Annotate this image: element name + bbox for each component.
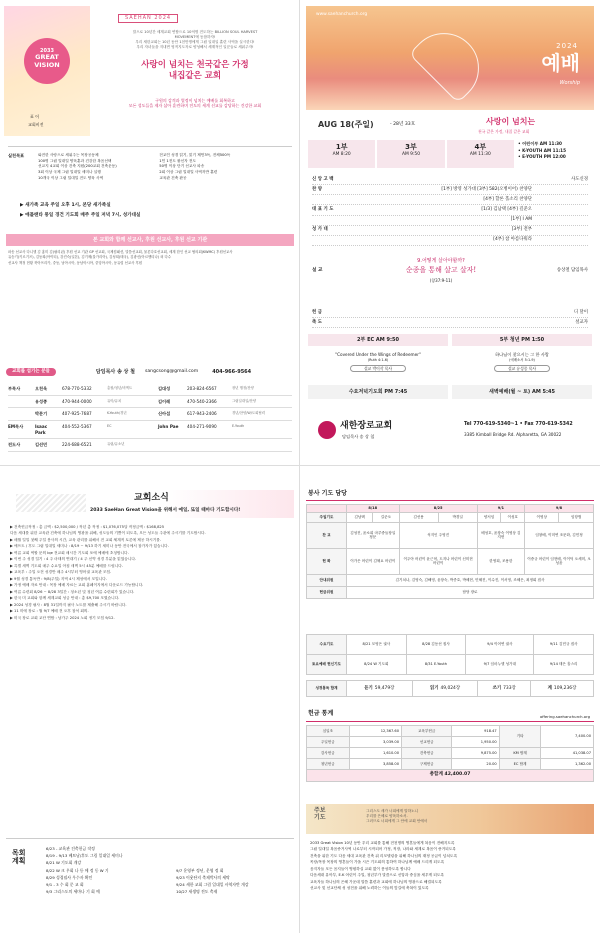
closing-row [312,308,588,318]
prayer-box-text: 그리스도 새가 너희에게 말하노니 우리를 은혜로 양육하소서. 그러므로 너희에게 그 안에 교회 안에서 [366,809,428,824]
schedule-item: 8/29 성경필사 우수자 확인 [46,874,93,880]
news-item: ▶ 11 미에 장로 : 월 9/7 예배 전 오후 참석 회의. [10,609,89,614]
staff-dept2: 그림일대일/찬양 [232,398,257,403]
news-item: ▶ 여름 교회 역할 문의 Iqe 전교회 매시간 기도회 포에 예배에 초청합니다. [10,550,129,555]
offering-amount: 3,858.00 [349,759,401,770]
duty-cell: 김선용 [399,512,438,522]
practice-goals [8,146,292,182]
duty-date: 8/25 [399,505,477,513]
sermon-label: 설 교 [312,268,323,273]
year: 2024 [556,42,578,50]
offering-table [306,725,594,782]
bible-cell [530,681,593,697]
duty-label: 현 화 [307,548,347,574]
duty-cell: 길준오 [373,512,399,522]
offering-type-2: 건축헌금 [402,748,452,759]
schedule-row [46,867,292,874]
bible-key: 듣기 [364,685,373,691]
news-title: 교회소식 [134,493,169,503]
schedule-item: 8/22 W 크 우회 나 등 에 정 동 W 기 [46,867,109,873]
staff-role [8,411,32,417]
prayer-item: 음지자들 모든 음지들이 영원하실 교회 없이 풍성하도록 합니다 [310,866,411,871]
bible-row [307,681,594,697]
duty-cell: 김성진, 윤소희 마루중들장일정문 [347,522,400,548]
service-box [447,140,514,168]
vision-label: 교회비전 [28,122,44,127]
news-item: ▶ 이번 주 성경 일기 : 4 주 마태의 연대기 / 4 주 신약 성경 부분을 읽었습니다. [10,557,137,562]
prayer-title: 봉사 기도 담당 [308,490,347,497]
service-name: 3부 [405,143,417,151]
staff-tel[interactable]: 470-944-0000 [62,398,92,404]
news-item: ▶ 매월 일일 첫째 주일 봉사의 시간, 교육 관리를 위해서 전 교회 체계적 토론에 제공 하시기를. [10,537,161,542]
vision-panel [0,0,300,466]
staff-name2: John Pae [158,424,179,430]
order-left [362,177,538,183]
sermon-ref: (창37:9-11) [429,278,453,283]
staff-header [6,366,294,378]
staff-tel2[interactable]: 470-540-2366 [187,398,217,404]
prayer-box-title: 주보 기도 [314,807,326,821]
sunset-banner [306,6,594,110]
schedule-row [46,874,292,881]
offering-rule [306,721,594,722]
schedule-item-2: 9/7 운영부 정년, 운영 정 회 [176,867,224,873]
staff-tel2[interactable]: 404-271-9090 [187,424,217,430]
service-box [377,140,444,168]
worship-title: 예배 [541,51,580,75]
offering-url[interactable]: offering.saehanchurch.org [539,714,590,719]
calligraphy-sub: 천국 같은 가정, 내집 같은 교회 [478,129,530,134]
vision-text: 구원의 감격과 열정이 넘치는 예배를 회복하고 모든 성도들을 제자 삼아 훈련하며 전도의 세계 선교를 감당하는 건강한 교회 [128,98,262,109]
news-item: ▶ 2024 성경 필사 : 8월 31일까지 필사 노트를 제출해 주시기 바랍니다. [10,602,127,607]
bible-cell [478,681,531,697]
practice-left: 와전한 사랑으로 세워주는 목장공동체 100명 그림 일대일 양육훈과 건강한 복음선택 선교지 4교회 이상 건축 지원(200교회 건축운동) 3회 이상 국제 그림 일대일 세미나 실행 10개국 이상 그림 일대일 전도 양육 사역 [38,153,117,180]
duty-cell: 이가은 어린이 김채요 어린이 [347,548,400,574]
mission-text: 파송 선교사 다니엘 김 홍미 김(필리핀) 후원 선교 기관 GP 선교회, 국제컴패션, 말씀선교회, 물론다호선교회, 세계 한인 선교 협의회(KWMC) 후원선교사 유승기(키르기즈), 김동희(아이티), 강진숙(일본), 김기제(불가리아), 김성희(태국), 김광신(아르헨티나) 외 다수 선교사 책정 현황 북아프리카, 중동, 남아시아, 동남아시아, 중앙아시아, 동유럽 선교사 후원 [8,250,233,265]
staff-row [8,396,292,409]
ec-value: 1,362.00 [541,759,594,770]
order-right [538,237,588,243]
duty-corner [307,505,347,513]
closing-row [312,318,588,328]
weekday-cell: 8/24 W 기도회 [347,655,407,675]
duty-cell: 양서임 [477,512,501,522]
weekday-label: 수요기도 [307,635,347,655]
offering-row [307,759,594,770]
bible-value: 59,479장 [374,685,395,691]
service-time: AM 8:20 [332,152,351,158]
offering-amount-2: 9,875.00 [452,748,499,759]
notice-new-family: ▶ 새가족 교육 주일 오후 1시, 본당 새가족실 [20,203,111,208]
duty-table [306,504,594,599]
schedule-item-2: 9/24 새한 교회 그림 일대일 사역자반 개강 [176,882,249,888]
schedule-title: 목회 계획 [12,849,26,866]
news-header [6,490,294,518]
schedule-row [46,845,292,852]
order-label: 대 표 기 도 [312,206,334,212]
staff-name2: 김대성 [158,386,171,391]
staff-name: 김선민 [35,442,48,448]
staff-row [8,439,292,452]
order-row [312,216,588,226]
ec-service: 2부 EC AM 9:50 [308,334,448,346]
duty-panel [300,466,600,933]
vision-logo-area [4,6,90,136]
staff-name: 박문기 [35,411,48,417]
bible-cell [412,681,478,697]
church-phone: Tel 770-619-5340~1 • Fax 770-619-5342 [464,422,573,427]
staff-name2 [158,442,184,448]
church-address: 3385 Kimball Bridge Rd. Alpharetta, GA 30022 [464,432,562,437]
notice-prayer: ▶ 애틀랜타 통일 경건 기도회 매주 주일 저녁 7시, 성가대실 [20,213,141,218]
offering-type: 청년헌금 [307,759,350,770]
motto-calligraphy: 사랑이 넘치는 천국같은 가정 내집같은 교회 [141,60,249,82]
news-item: ▶ 한국 미 교회와 함께 세계교회 성금 안내 : 총 $9,700 모였습니다. [10,596,120,601]
order-label [312,217,362,223]
church-pastor: 담임목사 송 상 철 [342,434,375,439]
schedule-item: 6/23 - 교육관 건축헌금 작정 [46,846,95,851]
service-time: AM 11:30 [469,152,491,158]
weekday-cell: 9/14 태은 홀스리 [534,655,594,675]
staff-role: 부목사 [8,386,21,391]
offering-etc: 7,400.00 [541,726,594,748]
staff-dept: EC [107,424,112,429]
order-row [312,236,588,246]
weekday-cell: 8/31 E-Youth [406,655,466,675]
site-url[interactable]: www.saehanchurch.org [316,12,368,17]
staff-dept: 유림/유소년 [107,442,125,447]
side-services: • 어린이부 AM 11:30 • K-YOUTH AM 11:15 • E-YOUTH PM 12:00 [518,141,566,159]
order-label: 찬 양 [312,186,323,192]
bible-value: 49,024장 [440,685,461,691]
schedule-item: 9/1 - 3 수 회 문 교 회 [46,882,84,888]
duty-label: 주일기도 [307,512,347,522]
duty-cell: 이중규 어린이 임현배, 이이덕 오세미, 오성윤 [525,548,594,574]
schedule-item: 8/21 W 기도회 개강 [46,860,82,866]
bible-table [306,680,594,697]
order-label [312,197,362,203]
bible-label: 성경통독 합계 [307,681,347,697]
staff-tel2[interactable]: 617-943-2406 [187,411,217,417]
news-item: ▶ 애프트 / 후도 그림 일대일 세미나 : 8/19 ~ 9/13 하기 세미나 동안 전국에서 참가자가 있습니다. [10,544,169,549]
offering-type: 감사헌금 [307,748,350,759]
offering-total-row [307,770,594,782]
order-label: 성 가 대 [312,227,328,233]
news-item: ▶ 건축헌금작정 : 총 금액 : $2,500,000 / 작년 총 작정 : $1,076,075달 작정금액 : $168,825 [10,525,165,529]
service-name: 4부 [474,143,487,151]
schedule-row [46,859,292,866]
order-left: [1부] I AM [510,217,532,223]
calligraphy-title: 사랑이 넘치는 [486,116,536,126]
heart-shape [409,19,494,104]
order-row [312,205,588,215]
church-logo-icon [318,421,336,439]
duty-cell: 이주아 어린이 윤근혁, 도지나 어린이 신미현 어린이 [399,548,477,574]
pastor-email[interactable]: sangcsong@gmail.com [144,368,199,374]
duty-label: 찬 교 [307,522,347,548]
worship-panel [300,0,600,466]
offering-etc-label: 기타 [499,726,541,748]
order-right: 사도신경 [571,176,588,182]
staff-dept2: 경년/찬양/W/도회협력 [232,411,265,416]
order-right [538,227,588,233]
practice-label: 실천목표 [8,153,25,158]
great-vision-logo: 2033 GREAT VISION [24,38,70,84]
schedule-box [6,838,294,928]
service-box [308,140,375,168]
staff-name: 유성종 [35,398,48,404]
bible-cell [347,681,413,697]
schedule-item: 8/19 - 9/13 베트남/후도 그림 일대일 세미나 [46,853,123,859]
order-left: [3부] 전부 [511,227,532,233]
order-row [312,175,588,185]
order-left: [4부] 참 아름다워라 [493,237,532,243]
duty-row [307,586,594,598]
order-left: [1부] 방영 성가대 [3부] 582(오병이어) 찬양단 [441,186,532,192]
offering-amount-2: 1,950.00 [452,737,499,748]
schedule-row [46,888,292,895]
bible-value: 109,236장 [553,685,577,691]
duty-row [307,522,594,548]
news-item: ▶ 여름 수련회 8/26 ~ 8/28 3일간 : 청소년 및 청년 여름 수련회가 있습니다. [10,589,135,594]
staff-role: EM목사 [8,424,24,430]
weekday-label: 토요예배 현신기도 [307,655,347,675]
staff-dept: 유아/유치 [107,398,122,403]
staff-title: 교회를 섬기는 분들 [6,368,56,376]
staff-tel[interactable]: 407-925-7687 [62,411,92,417]
duty-cell: 담당 장로 [347,586,594,598]
closing-right: 설교자 [575,319,588,325]
offering-amount-2: 918.47 [452,726,499,737]
schedule-row [46,852,292,859]
news-item: ▶ 미국 장로 교회 교단 연합 : 남가주 2024 노회 정기 모임 9/12. [10,615,115,620]
young-info: 하나님이 찾으시는 그 한 사람 (에배소서 5:1-9) 설교 유성종 목사 [495,352,549,372]
weekday-row [307,635,594,655]
duty-cell: 이성호 [501,512,525,522]
order-right [538,217,588,223]
prayer-item: 2033 Great Vision 10년 동안 우리 교회를 통해 전천명의 영혼들에게 복음이 전해지도록 [310,841,455,845]
offering-amount: 1,610.00 [349,748,401,759]
duty-cell: 배성호, 윤창숙 이영상 김지헌 [477,522,524,548]
staff-dept: 총괄/청년/비엑트 [107,386,133,390]
duty-header-row [307,505,594,513]
sermon-block [312,258,588,298]
staff-dept2: E-Youth [232,424,245,429]
ec-label: EC 합계 [499,759,541,770]
duty-date: 8/18 [347,505,400,513]
staff-dept2 [232,442,292,448]
missionary-title: 본 교회와 함께 선교사, 후원 선교사, 후원 선교 기관 [6,234,294,246]
duty-label: 안내위원 [307,574,347,586]
weekday-cell: 9/4 이어연 권사 [466,635,534,655]
preacher: 송상철 담임목사 [556,268,588,273]
duty-cell: 석지인 주영진 [399,522,477,548]
worship-order [312,175,588,246]
order-left: [1/3] 김남택 [4부] 길준오 [481,206,532,212]
news-panel [0,466,300,933]
news-item: 다음 세대를 위한 교육관 건축에 하나님의 영광을 위해, 성도들의 기쁨이 되도록, 모든 성도들 주관에 주시기를 기도합시다. [10,531,206,536]
prayer-banner [306,804,594,834]
staff-tel2[interactable] [187,442,229,448]
order-label: 신 앙 고 백 [312,176,334,182]
church-name: 새한장로교회 [340,421,393,431]
schedule-item-2: 9/23 이웃단지 축제박사의 세탁 [176,874,230,880]
duty-cell: 한영희, 조용한 [477,548,524,574]
staff-tel[interactable]: 678-770-5332 [62,386,92,391]
news-list [10,524,290,621]
staff-list [8,383,292,452]
prayer-item: 목장/목장 목장의 영혼들이 가을 시즌 기도회의 통하여 하나님께 예배 드리게 되도록 [310,860,445,865]
news-item: ▶ 교육부 : 주일 오전 성경반 매주 4시부터 영어권 교육관 모임. [10,570,112,575]
schedule-item-2 [176,845,292,852]
staff-tel2[interactable]: 203-824-6567 [187,386,217,391]
offering-type-2: 교육부헌금 [402,726,452,737]
schedule-row [46,881,292,888]
senior-pastor: 담임목사 송 상 철 [95,368,135,375]
prayer-items [310,840,592,892]
offering-title: 헌금 통계 [308,710,334,717]
closing-right: 디 달이 [573,309,588,315]
offering-type-2: 선교헌금 [402,737,452,748]
worship-subtitle: Worship [559,80,580,86]
dawn-service: 새벽예배(월 ~ 토) AM 5:45 [452,385,592,399]
duty-label: 헌금위원 [307,586,347,598]
staff-role: 전도사 [8,442,21,448]
news-item: ▶ 9월 성경 통독반 : 9/8(주일) 지역 4시 제성에서 모입니다. [10,576,107,581]
bible-value: 733장 [503,685,516,691]
service-time: AM 9:50 [401,152,421,158]
bible-key: 읽기 [429,685,439,691]
staff-name: Isaac Park [35,424,48,435]
staff-tel[interactable]: 404-552-5367 [62,424,92,430]
duty-cell: 임항범 [559,512,594,522]
order-right [538,187,588,193]
offering-row [307,748,594,759]
theme-lines: 말으로 10년간 세계교회 연합으로 10억명 전도하는 BILLION SOUL HARVEST MOVEMENT에 동참하자! 우리 새한교회는 10년 동안 1천만명에게 그림 일대일 훈련 사역을 실시한다! 우리 자녀들을 지내면 영적지도자로 양성해서 세계적인 일꾼들로 세워주자! [132,30,258,49]
pastor-phone[interactable]: 404-966-9564 [212,368,252,375]
offering-type: 십일조 [307,726,350,737]
weekday-cell: 8/21 모영은 권사 [347,635,407,655]
offering-row [307,726,594,737]
decor-pattern [16,494,86,512]
order-right [538,197,588,203]
header-small: SAEHAN 2024 [118,14,178,23]
weekday-cell: 9/7 임마누엘 성가대 [466,655,534,675]
staff-name2: 신아섭 [158,411,171,417]
news-item: ▶ 가정 예배 자료 안내 : 목장 예배 자료는 교회 홈페이지에서 다운로드 가능합니다. [10,583,144,588]
service-times [308,140,514,168]
wednesday-prayer: 수요저녁기도회 PM 7:45 [308,385,448,399]
weekday-row [307,655,594,675]
duty-row [307,512,594,522]
duty-cell: 김기치나, 김영숙, 김해영, 윤창숙, 박종호, 박혜현, 민혜진, 이수진, 이서영, 조혜은, 최정회 집사 [347,574,594,586]
order-label [312,237,362,243]
schedule-item-2: 10/27 새생명 전도 축제 [176,889,218,895]
schedule-item: 9/3 그리스도의 세마나 기 회 예 [46,889,100,895]
prayer-item: 다음세대 유아부, E.K 어린이 주일, 청년부가 말씀으로 신앙과 중심을 세우게 되도록 [310,873,444,878]
ec-info: "Covered Under the Wings of Redeemer" (Ruth 4:1-6) 설교 박이삭 목사 [335,352,421,372]
closing-label: 축 도 [312,319,323,325]
closing-label: 헌 금 [312,309,323,315]
weekday-cell: 9/11 김민규 집사 [534,635,594,655]
duty-row [307,574,594,586]
news-subtitle: 2033 SaeHan Great Vision을 위해서 예일, 또일 때마다 기도합시다! [90,508,241,513]
service-date: AUG 18(주일) [318,120,374,129]
pastor-label: 표 어 [30,114,39,119]
sermon-title: 9.어떻게 살아야할까? [417,258,465,264]
offering-type: 주일헌금 [307,737,350,748]
order-left: [4부] 할론 홀소리 찬양단 [483,196,532,202]
offering-type-2: 구제헌금 [402,759,452,770]
prayer-item: 교육자들 하나님의 은혜 가운데 말씀 훈련과 교회에 하나님의 영광으로 해결되도록 [310,879,442,884]
bible-key: 계 [547,685,552,691]
schedule-list [46,845,292,896]
duty-cell: 김남택 [347,512,373,522]
service-name: 1부 [335,143,348,151]
weekday-table [306,634,594,675]
offering-amount: 3,039.00 [349,737,401,748]
staff-name2: 김이레 [158,398,171,404]
offering-total: 총합계 42,400.07 [307,770,594,782]
staff-tel[interactable]: 224-688-6521 [62,442,92,448]
offering-amount-2: 20.00 [452,759,499,770]
title-rule [306,500,594,501]
service-issue: - 28년 33호 [390,122,416,127]
offering-amount: 12,367.60 [349,726,401,737]
duty-cell: 이영상 [525,512,559,522]
staff-dept: K-Youth/경년 [107,411,127,416]
prayer-item: 그림 일대일 복음증거사역 나로부터 시작되어 가정, 직장, 나라와 세계로 복음이 증거되도록 [310,847,456,852]
km-label: KM 합계 [499,748,541,759]
schedule-item-2 [176,859,292,866]
order-right [538,207,588,213]
closing-order [312,308,588,328]
staff-row [8,408,292,421]
weekday-cell: 8/28 김동선 집사 [406,635,466,655]
staff-name: 오천욱 [35,386,48,391]
duty-date: 9/8 [525,505,594,513]
news-item: ▶ 특별 새벽 기도회 매주 수요일 아침 새벽 5시 45분 예배를 드립니다. [10,563,123,568]
duty-cell: 박경일 [438,512,477,522]
prayer-item: 선교사 및 선교단체 성 성전을 위해 노력하는 이들의 앞길에 축복이 있도록 [310,886,429,891]
duty-row [307,548,594,574]
order-row [312,185,588,195]
order-row [312,226,588,236]
practice-right: 전교인 성경 읽기, 읽기 제언3독, 전체500독 1인 1전도 불신자 전도 50명 이상 단기 선교사 파송 2회 이상 그림 일대일 사역자반 훈련 교육관 건축 완공 [159,153,231,180]
staff-role [8,399,32,405]
duty-date: 9/1 [477,505,524,513]
prayer-item: 건축을 위한 기도 다음 세대 교육관 건축 위 리모델링을 위해 하나님의 재정 공급이 넘치도록 [310,853,458,858]
km-value: 41,038.07 [541,748,594,759]
staff-dept2: 장년 행정/찬양 [232,386,254,390]
bible-key: 쓰기 [492,685,502,691]
sermon-calligraphy: 순종을 통해 살고 살자! [405,266,477,274]
staff-row [8,383,292,396]
order-row [312,195,588,205]
young-service: 5부 청년 PM 1:50 [452,334,592,346]
staff-row [8,421,292,439]
duty-cell: 임창배, 이미연 조문화, 김민정 [525,522,594,548]
schedule-item-2 [176,852,292,859]
